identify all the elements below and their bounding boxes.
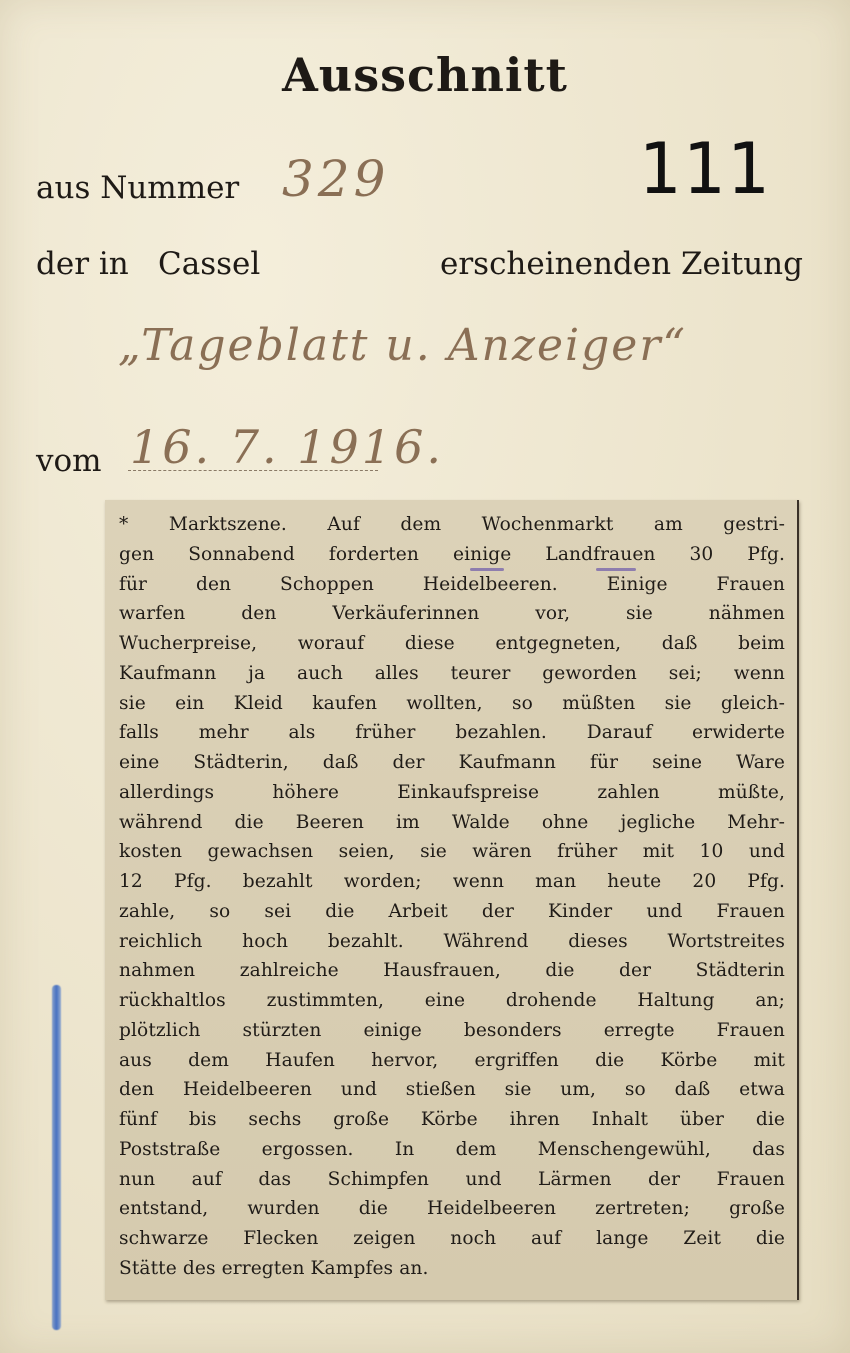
archive-number-stamp: 111	[638, 128, 771, 210]
article-line: gen Sonnabend forderten einige Landfrauen 30 Pfg.	[119, 543, 785, 565]
article-line: warfen den Verkäuferinnen vor, sie nähmen	[119, 603, 785, 625]
purple-pencil-mark-2	[596, 568, 636, 571]
article-line: während die Beeren im Walde ohne jegliche Mehr-	[119, 811, 785, 833]
newspaper-clipping	[105, 500, 799, 1300]
article-line: Stätte des erregten Kampfes an.	[119, 1257, 429, 1279]
article-text	[119, 510, 785, 1284]
place-suffix-label: erscheinenden Zeitung	[440, 246, 803, 282]
issue-label: aus Nummer	[36, 170, 240, 206]
article-line: aus dem Haufen hervor, ergriffen die Körbe mit	[119, 1049, 785, 1071]
date-label: vom	[36, 443, 102, 479]
article-line: nahmen zahlreiche Hausfrauen, die der Städterin	[119, 960, 785, 982]
article-line: plötzlich stürzten einige besonders erregte Frauen	[119, 1019, 785, 1041]
article-line: falls mehr als früher bezahlen. Darauf erwiderte	[119, 722, 785, 744]
newspaper-name-handwritten: „Tageblatt u. Anzeiger“	[118, 320, 687, 371]
article-line: nun auf das Schimpfen und Lärmen der Frauen	[119, 1168, 785, 1190]
date-handwritten: 16. 7. 1916.	[130, 420, 444, 474]
article-line: für den Schoppen Heidelbeeren. Einige Frauen	[119, 573, 785, 595]
article-line: den Heidelbeeren und stießen sie um, so daß etwa	[119, 1079, 785, 1101]
place-name: Cassel	[158, 246, 261, 282]
article-line: zahle, so sei die Arbeit der Kinder und Frauen	[119, 900, 785, 922]
article-line: sie ein Kleid kaufen wollten, so müßten sie gleich-	[119, 692, 785, 714]
article-line: Wucherpreise, worauf diese entgegneten, daß beim	[119, 633, 785, 654]
blue-pencil-margin-mark	[52, 985, 61, 1330]
date-underline	[128, 470, 378, 471]
article-line: Kaufmann ja auch alles teurer geworden sei; wenn	[119, 662, 785, 684]
article-line: fünf bis sechs große Körbe ihren Inhalt über die	[119, 1109, 785, 1130]
article-line: reichlich hoch bezahlt. Während dieses Wortstreites	[119, 930, 785, 952]
purple-pencil-mark	[470, 568, 504, 571]
article-line: * Marktszene. Auf dem Wochenmarkt am gestri-	[119, 514, 785, 535]
article-line: 12 Pfg. bezahlt worden; wenn man heute 20 Pfg.	[119, 871, 785, 892]
article-line: entstand, wurden die Heidelbeeren zertreten; große	[119, 1198, 785, 1220]
article-line: Poststraße ergossen. In dem Menschengewühl, das	[119, 1138, 785, 1160]
article-line: eine Städterin, daß der Kaufmann für seine Ware	[119, 752, 785, 773]
article-line: rückhaltlos zustimmten, eine drohende Haltung an;	[119, 990, 785, 1011]
issue-number-handwritten: 329	[282, 150, 390, 208]
place-prefix-label: der in	[36, 246, 129, 282]
article-line: kosten gewachsen seien, sie wären früher mit 10 und	[119, 841, 785, 863]
article-line: allerdings höhere Einkaufspreise zahlen müßte,	[119, 781, 785, 803]
form-title: Ausschnitt	[282, 48, 568, 102]
article-line: schwarze Flecken zeigen noch auf lange Zeit die	[119, 1228, 785, 1249]
